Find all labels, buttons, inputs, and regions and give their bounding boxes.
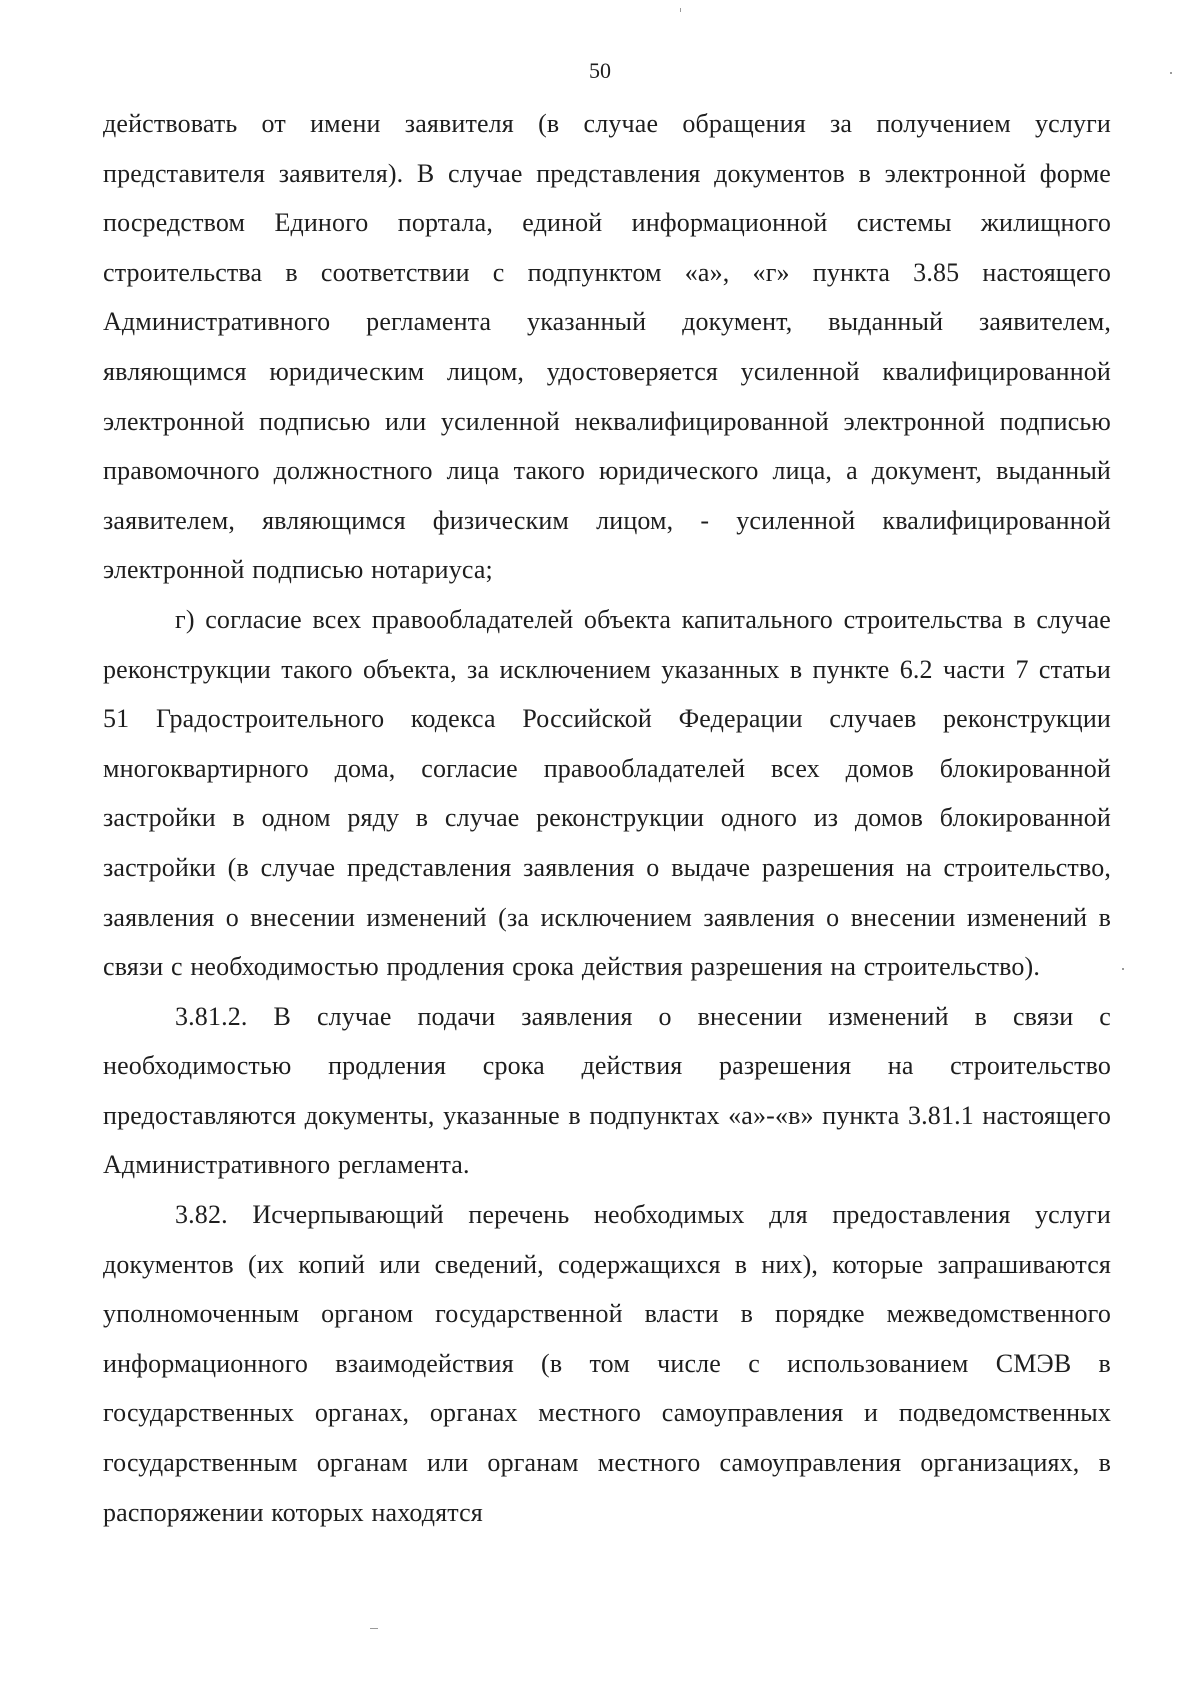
paragraph-subitem-g: г) согласие всех правообладателей объекта капитального строительства в случае реконструкции такого объекта, за исключением указанных в пункте 6.2 части 7 статьи 51 Градостроительного кодекса Российской Федерации случаев реконструкции многоквартирного дома, согласие правообладателей всех домов блокированной застройки в одном ряду в случае реконструкции одного из домов блокированной застройки (в случае представления заявления о выдаче разрешения на строительство, заявления о внесении изменений (за исключением заявления о внесении изменений в связи с необходимостью продления срока действия разрешения на строительство). [103, 604, 1111, 982]
paragraph-item-3-82: 3.82. Исчерпывающий перечень необходимых для предоставления услуги документов (их копий или сведений, содержащихся в них), которые запрашиваются уполномоченным органом государственной власти в порядке межведомственного информационного взаимодействия (в том числе с использованием СМЭВ в государственных органах, органах местного самоуправления и подведомственных государственным органам или органам местного самоуправления организациях, в распоряжении которых находятся [103, 1200, 1111, 1527]
page-number: 50 [589, 58, 611, 83]
scan-speck [370, 1628, 378, 1629]
scan-speck [1122, 968, 1124, 970]
paragraph-continuation: действовать от имени заявителя (в случае обращения за получением услуги представителя заявителя). В случае представления документов в электронной форме посредством Единого портала, единой информационной системы жилищного строительства в соответствии с подпунктом «а», «г» пункта 3.85 настоящего Административного регламента указанный документ, выданный заявителем, являющимся юридическим лицом, удостоверяется усиленной квалифицированной электронной подписью или усиленной неквалифицированной электронной подписью правомочного должностного лица такого юридического лица, а документ, выданный заявителем, являющимся физическим лицом, - усиленной квалифицированной электронной подписью нотариуса; [103, 109, 1111, 585]
scan-speck [680, 8, 681, 12]
scan-speck [1170, 72, 1172, 74]
paragraph-item-3-81-2: 3.81.2. В случае подачи заявления о внесении изменений в связи с необходимостью продления срока действия разрешения на строительство предоставляются документы, указанные в подпунктах «а»-«в» пункта 3.81.1 настоящего Административного регламента. [103, 1001, 1111, 1180]
document-body [103, 99, 1111, 1537]
